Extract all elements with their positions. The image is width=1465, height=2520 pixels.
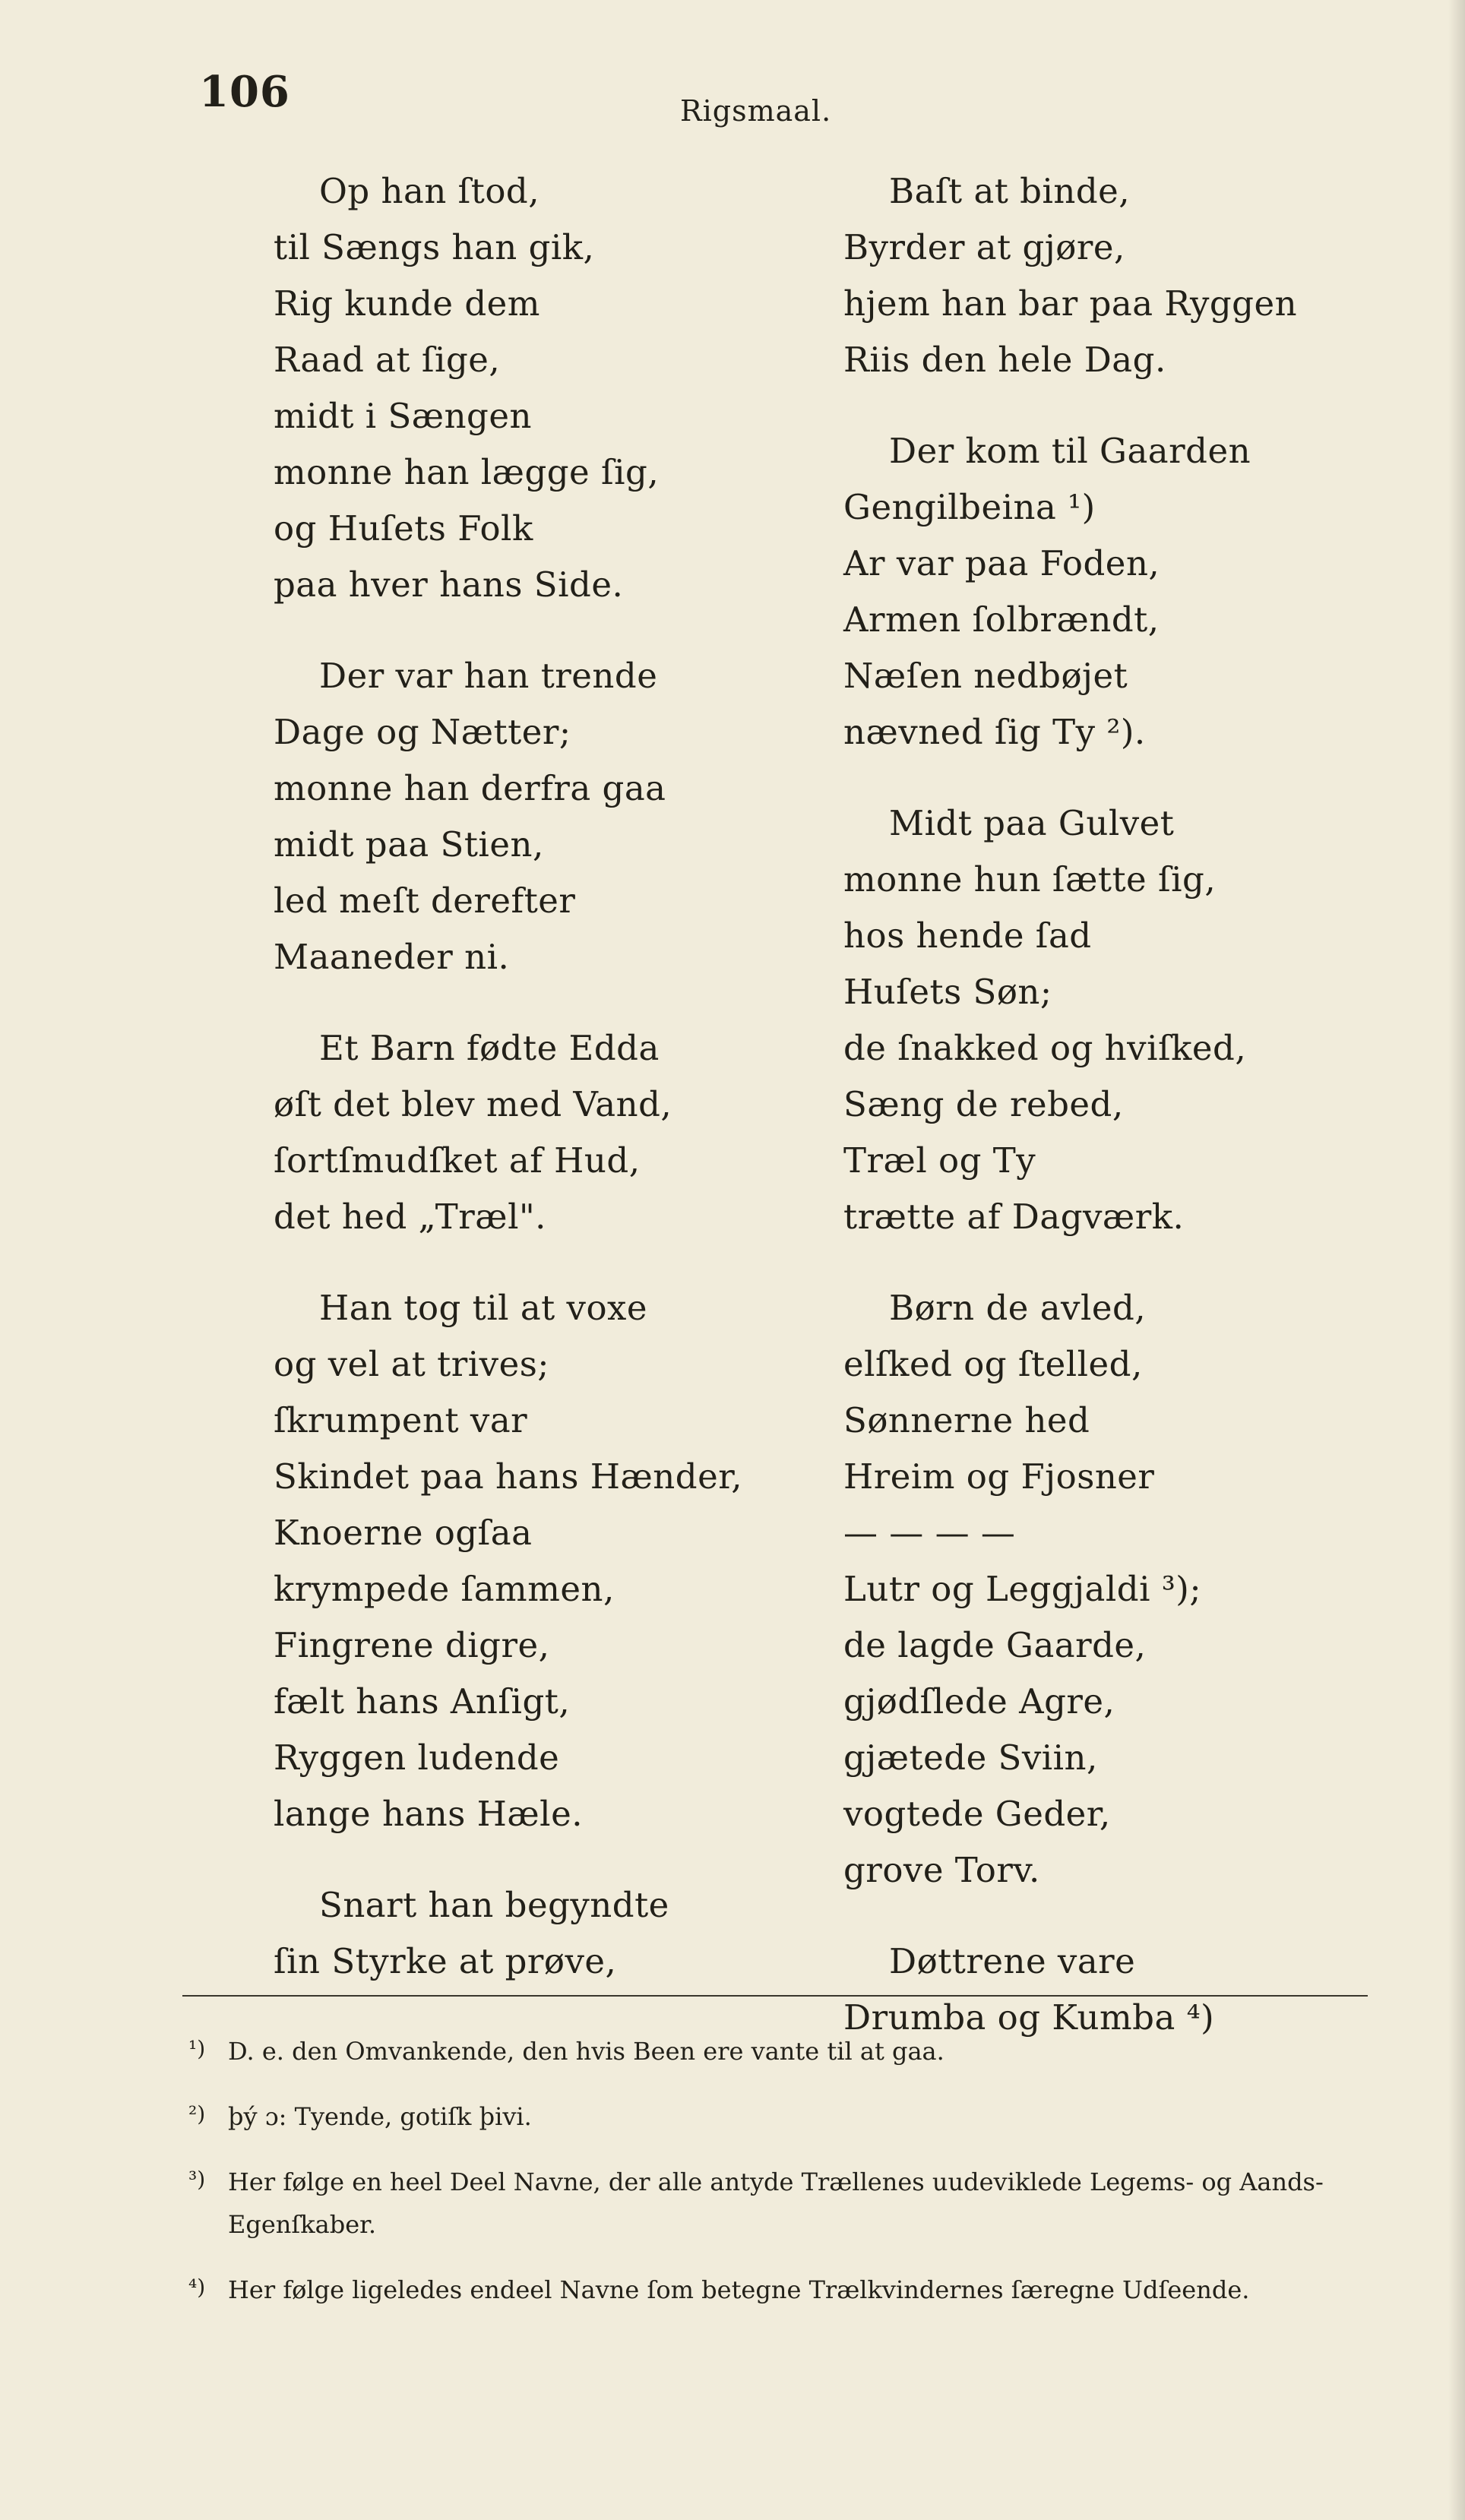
- footnote-mark: ²): [188, 2101, 206, 2126]
- verse-line: og Huſets Folk: [274, 508, 533, 549]
- stanza: [843, 795, 1315, 1245]
- page-edge-shadow: [1448, 0, 1465, 2520]
- verse-line: Træl og Ty: [843, 1140, 1036, 1181]
- verse-line: Sønnerne hed: [843, 1400, 1090, 1440]
- verse-line: krympede ſammen,: [274, 1569, 615, 1609]
- verse-line: Skindet paa hans Hænder,: [274, 1456, 743, 1497]
- verse-line: ſortſmudſket af Hud,: [274, 1140, 641, 1181]
- stanza: [843, 423, 1315, 760]
- verse-line: Et Barn fødte Edda: [319, 1028, 660, 1068]
- stanza: [274, 163, 760, 613]
- verse-line: monne han derfra gaa: [274, 768, 666, 808]
- footnote-mark: ⁴): [188, 2275, 206, 2300]
- verse-line: ſkrumpent var: [274, 1400, 528, 1440]
- footnote-text: Her følge en heel Deel Navne, der alle antyde Trællenes uudeviklede Legems- og Aands-Egenſkaber.: [228, 2167, 1324, 2239]
- verse-line: elſked og ſtelled,: [843, 1344, 1143, 1384]
- verse-line: Rig kunde dem: [274, 283, 540, 324]
- verse-line: grove Torv.: [843, 1850, 1040, 1890]
- verse-line: Næſen nedbøjet: [843, 656, 1128, 696]
- verse-line: Raad at ſige,: [274, 340, 501, 380]
- verse-line: Drumba og Kumba ⁴): [843, 1997, 1215, 2038]
- footnote-divider: [182, 1995, 1368, 1997]
- verse-line: Gengilbeina ¹): [843, 487, 1096, 527]
- right-column: [843, 163, 1315, 2081]
- verse-line: — — — —: [843, 1513, 1016, 1553]
- verse-line: gjætede Sviin,: [843, 1737, 1098, 1778]
- footnote: [188, 2161, 1435, 2246]
- verse-line: Midt paa Gulvet: [889, 803, 1175, 843]
- verse-line: ſin Styrke at prøve,: [274, 1941, 617, 1981]
- verse-line: led meſt derefter: [274, 881, 576, 921]
- stanza: [274, 1877, 760, 1990]
- verse-line: gjødſlede Agre,: [843, 1681, 1115, 1722]
- stanza: [274, 1020, 760, 1245]
- verse-line: Døttrene vare: [889, 1941, 1136, 1981]
- stanza: [843, 1280, 1315, 1899]
- verse-line: Ar var paa Foden,: [843, 543, 1160, 583]
- left-column: [274, 163, 760, 2025]
- verse-line: Armen ſolbrændt,: [843, 599, 1160, 640]
- verse-line: Hreim og Fjosner: [843, 1456, 1155, 1497]
- verse-line: og vel at trives;: [274, 1344, 549, 1384]
- verse-line: Der kom til Gaarden: [889, 431, 1251, 471]
- footnote-mark: ³): [188, 2167, 206, 2192]
- verse-line: Dage og Nætter;: [274, 712, 571, 752]
- footnote: [188, 2095, 1435, 2138]
- stanza: [843, 1933, 1315, 2046]
- stanza: [843, 163, 1315, 388]
- verse-line: Maaneder ni.: [274, 937, 510, 977]
- footnote: [188, 2030, 1435, 2073]
- verse-line: Baſt at binde,: [889, 171, 1131, 211]
- verse-line: Der var han trende: [319, 656, 658, 696]
- verse-line: øſt det blev med Vand,: [274, 1084, 672, 1124]
- verse-line: Op han ſtod,: [319, 171, 540, 211]
- verse-line: Fingrene digre,: [274, 1625, 550, 1665]
- verse-line: Riis den hele Dag.: [843, 340, 1166, 380]
- page-number: 106: [199, 67, 290, 117]
- verse-line: nævned ſig Ty ²).: [843, 712, 1146, 752]
- verse-line: midt paa Stien,: [274, 824, 544, 865]
- verse-line: Sæng de rebed,: [843, 1084, 1124, 1124]
- footnotes: [188, 2030, 1435, 2334]
- verse-line: fælt hans Anſigt,: [274, 1681, 571, 1722]
- verse-line: monne han lægge ſig,: [274, 452, 660, 492]
- verse-line: de ſnakked og hviſked,: [843, 1028, 1247, 1068]
- verse-line: det hed „Træl".: [274, 1197, 546, 1237]
- verse-line: de lagde Gaarde,: [843, 1625, 1147, 1665]
- verse-line: midt i Sængen: [274, 396, 532, 436]
- verse-line: hjem han bar paa Ryggen: [843, 283, 1298, 324]
- verse-line: til Sængs han gik,: [274, 227, 595, 267]
- footnote-text: D. e. den Omvankende, den hvis Been ere vante til at gaa.: [228, 2037, 944, 2066]
- verse-line: Huſets Søn;: [843, 972, 1052, 1012]
- verse-line: trætte af Dagværk.: [843, 1197, 1185, 1237]
- verse-line: lange hans Hæle.: [274, 1794, 584, 1834]
- verse-line: Han tog til at voxe: [319, 1288, 648, 1328]
- verse-line: Snart han begyndte: [319, 1885, 669, 1925]
- verse-line: hos hende ſad: [843, 915, 1092, 956]
- verse-line: Knoerne ogſaa: [274, 1513, 533, 1553]
- verse-line: Ryggen ludende: [274, 1737, 560, 1778]
- verse-line: Lutr og Leggjaldi ³);: [843, 1569, 1202, 1609]
- running-head: Rigsmaal.: [680, 94, 832, 128]
- verse-line: Byrder at gjøre,: [843, 227, 1125, 267]
- stanza: [274, 1280, 760, 1842]
- verse-line: vogtede Geder,: [843, 1794, 1111, 1834]
- verse-line: Børn de avled,: [889, 1288, 1147, 1328]
- footnote: [188, 2269, 1435, 2311]
- footnote-mark: ¹): [188, 2036, 206, 2061]
- verse-line: monne hun ſætte ſig,: [843, 859, 1217, 900]
- footnote-text: Her følge ligeledes endeel Navne ſom betegne Trælkvindernes ſæregne Udſeende.: [228, 2275, 1250, 2304]
- footnote-text: þý ɔ: Tyende, gotiſk þivi.: [228, 2102, 532, 2131]
- verse-line: paa hver hans Side.: [274, 564, 624, 605]
- stanza: [274, 648, 760, 985]
